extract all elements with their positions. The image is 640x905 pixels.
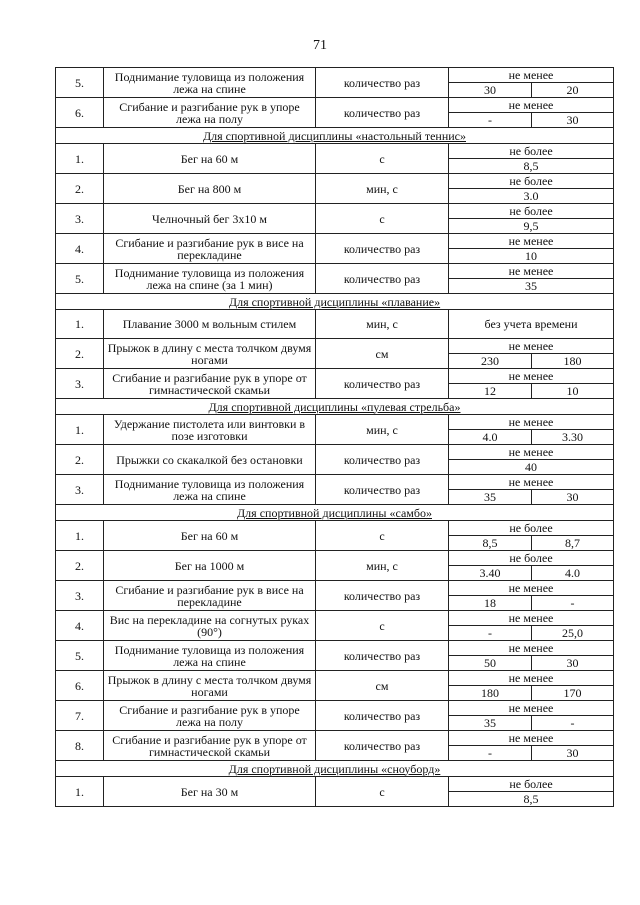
section-heading: Для спортивной дисциплины «сноуборд» [56, 761, 614, 777]
exercise-name: Прыжки со скакалкой без остановки [104, 445, 316, 475]
norm-condition: не более [449, 174, 614, 189]
row-number: 2. [56, 551, 104, 581]
norm-condition: не менее [449, 475, 614, 490]
table-row [56, 234, 614, 249]
norm-condition: не менее [449, 701, 614, 716]
norm-value: без учета времени [449, 310, 614, 339]
table-row [56, 339, 614, 354]
row-number: 1. [56, 144, 104, 174]
row-number: 3. [56, 204, 104, 234]
norm-value-boys: 18 [449, 596, 532, 611]
row-number: 6. [56, 671, 104, 701]
exercise-name: Сгибание и разгибание рук в висе на перекладине [104, 581, 316, 611]
row-number: 2. [56, 445, 104, 475]
unit: количество раз [316, 68, 449, 98]
row-number: 8. [56, 731, 104, 761]
norm-value: 8,5 [449, 159, 614, 174]
page-number: 71 [313, 38, 327, 53]
norm-value-girls: 30 [532, 656, 614, 671]
norm-condition: не более [449, 777, 614, 792]
table-row [56, 475, 614, 490]
exercise-name: Поднимание туловища из положения лежа на спине [104, 475, 316, 505]
norm-value-boys: 180 [449, 686, 532, 701]
row-number: 2. [56, 174, 104, 204]
norm-value-girls: 10 [532, 384, 614, 399]
norm-value: 35 [449, 279, 614, 294]
table-row [56, 264, 614, 279]
row-number: 5. [56, 68, 104, 98]
unit: мин, с [316, 551, 449, 581]
norm-value-girls: 3.30 [532, 430, 614, 445]
table-row [56, 521, 614, 536]
section-heading-row [56, 294, 614, 310]
norm-condition: не более [449, 204, 614, 219]
norm-value-girls: 30 [532, 746, 614, 761]
table-row [56, 68, 614, 83]
table-row [56, 551, 614, 566]
norm-value-girls: 170 [532, 686, 614, 701]
table-row [56, 415, 614, 430]
table-row [56, 641, 614, 656]
exercise-name: Бег на 1000 м [104, 551, 316, 581]
norm-value: 40 [449, 460, 614, 475]
unit: с [316, 611, 449, 641]
norm-value: 3.0 [449, 189, 614, 204]
row-number: 1. [56, 521, 104, 551]
norm-condition: не менее [449, 445, 614, 460]
unit: с [316, 777, 449, 807]
norm-value-girls: 8,7 [532, 536, 614, 551]
table-row [56, 777, 614, 792]
row-number: 2. [56, 339, 104, 369]
row-number: 4. [56, 234, 104, 264]
norm-value-boys: - [449, 113, 532, 128]
unit: количество раз [316, 581, 449, 611]
unit: количество раз [316, 731, 449, 761]
norm-value: 10 [449, 249, 614, 264]
norm-value: 9,5 [449, 219, 614, 234]
table-row [56, 611, 614, 626]
row-number: 1. [56, 777, 104, 807]
norm-value: 8,5 [449, 792, 614, 807]
norm-condition: не менее [449, 234, 614, 249]
unit: мин, с [316, 310, 449, 339]
norm-value-girls: 30 [532, 490, 614, 505]
norm-value-boys: 12 [449, 384, 532, 399]
norm-value-boys: - [449, 746, 532, 761]
norm-condition: не менее [449, 671, 614, 686]
norm-value-boys: 8,5 [449, 536, 532, 551]
norm-condition: не менее [449, 611, 614, 626]
row-number: 6. [56, 98, 104, 128]
section-heading: Для спортивной дисциплины «самбо» [56, 505, 614, 521]
table-row [56, 701, 614, 716]
row-number: 7. [56, 701, 104, 731]
row-number: 1. [56, 310, 104, 339]
norm-condition: не менее [449, 264, 614, 279]
table-row [56, 581, 614, 596]
exercise-name: Сгибание и разгибание рук в упоре лежа на полу [104, 701, 316, 731]
norm-condition: не менее [449, 339, 614, 354]
exercise-name: Удержание пистолета или винтовки в позе изготовки [104, 415, 316, 445]
table-row [56, 310, 614, 339]
norm-value-girls: 180 [532, 354, 614, 369]
table-row [56, 671, 614, 686]
norm-value-boys: 50 [449, 656, 532, 671]
unit: количество раз [316, 445, 449, 475]
exercise-name: Сгибание и разгибание рук в упоре лежа на полу [104, 98, 316, 128]
norm-condition: не более [449, 144, 614, 159]
exercise-name: Прыжок в длину с места толчком двумя ногами [104, 339, 316, 369]
unit: мин, с [316, 174, 449, 204]
table-row [56, 731, 614, 746]
exercise-name: Бег на 60 м [104, 144, 316, 174]
norm-condition: не менее [449, 98, 614, 113]
exercise-name: Прыжок в длину с места толчком двумя ногами [104, 671, 316, 701]
unit: см [316, 339, 449, 369]
unit: количество раз [316, 369, 449, 399]
norm-value-boys: 30 [449, 83, 532, 98]
exercise-name: Сгибание и разгибание рук в висе на перекладине [104, 234, 316, 264]
unit: с [316, 144, 449, 174]
table-row [56, 369, 614, 384]
unit: количество раз [316, 98, 449, 128]
norm-condition: не менее [449, 641, 614, 656]
norm-value-girls: 20 [532, 83, 614, 98]
row-number: 3. [56, 475, 104, 505]
norm-value-boys: 35 [449, 716, 532, 731]
row-number: 3. [56, 581, 104, 611]
exercise-name: Вис на перекладине на согнутых руках (90°) [104, 611, 316, 641]
norm-condition: не менее [449, 731, 614, 746]
table-row [56, 98, 614, 113]
standards-table [55, 67, 614, 807]
row-number: 4. [56, 611, 104, 641]
norm-value-girls: - [532, 596, 614, 611]
norm-condition: не менее [449, 369, 614, 384]
norm-value-girls: 4.0 [532, 566, 614, 581]
unit: с [316, 204, 449, 234]
section-heading-row [56, 399, 614, 415]
exercise-name: Бег на 30 м [104, 777, 316, 807]
norm-value-boys: 35 [449, 490, 532, 505]
norm-value-girls: 25,0 [532, 626, 614, 641]
norm-condition: не более [449, 551, 614, 566]
section-heading: Для спортивной дисциплины «плавание» [56, 294, 614, 310]
exercise-name: Плавание 3000 м вольным стилем [104, 310, 316, 339]
norm-condition: не более [449, 521, 614, 536]
norm-condition: не менее [449, 415, 614, 430]
table-row [56, 144, 614, 159]
exercise-name: Сгибание и разгибание рук в упоре от гимнастической скамьи [104, 731, 316, 761]
unit: количество раз [316, 701, 449, 731]
norm-condition: не менее [449, 68, 614, 83]
unit: количество раз [316, 641, 449, 671]
table-row [56, 445, 614, 460]
exercise-name: Поднимание туловища из положения лежа на спине [104, 641, 316, 671]
norm-condition: не менее [449, 581, 614, 596]
section-heading-row [56, 505, 614, 521]
unit: количество раз [316, 234, 449, 264]
exercise-name: Бег на 800 м [104, 174, 316, 204]
section-heading: Для спортивной дисциплины «настольный теннис» [56, 128, 614, 144]
section-heading-row [56, 761, 614, 777]
norm-value-girls: 30 [532, 113, 614, 128]
table-row [56, 204, 614, 219]
exercise-name: Поднимание туловища из положения лежа на спине (за 1 мин) [104, 264, 316, 294]
exercise-name: Челночный бег 3х10 м [104, 204, 316, 234]
unit: количество раз [316, 475, 449, 505]
unit: с [316, 521, 449, 551]
section-heading-row [56, 128, 614, 144]
norm-value-boys: 3.40 [449, 566, 532, 581]
exercise-name: Бег на 60 м [104, 521, 316, 551]
section-heading: Для спортивной дисциплины «пулевая стрельба» [56, 399, 614, 415]
exercise-name: Поднимание туловища из положения лежа на спине [104, 68, 316, 98]
row-number: 3. [56, 369, 104, 399]
norm-value-boys: 230 [449, 354, 532, 369]
norm-value-boys: 4.0 [449, 430, 532, 445]
norm-value-boys: - [449, 626, 532, 641]
row-number: 5. [56, 641, 104, 671]
row-number: 1. [56, 415, 104, 445]
row-number: 5. [56, 264, 104, 294]
norm-value-girls: - [532, 716, 614, 731]
table-row [56, 174, 614, 189]
unit: мин, с [316, 415, 449, 445]
exercise-name: Сгибание и разгибание рук в упоре от гимнастической скамьи [104, 369, 316, 399]
unit: количество раз [316, 264, 449, 294]
unit: см [316, 671, 449, 701]
